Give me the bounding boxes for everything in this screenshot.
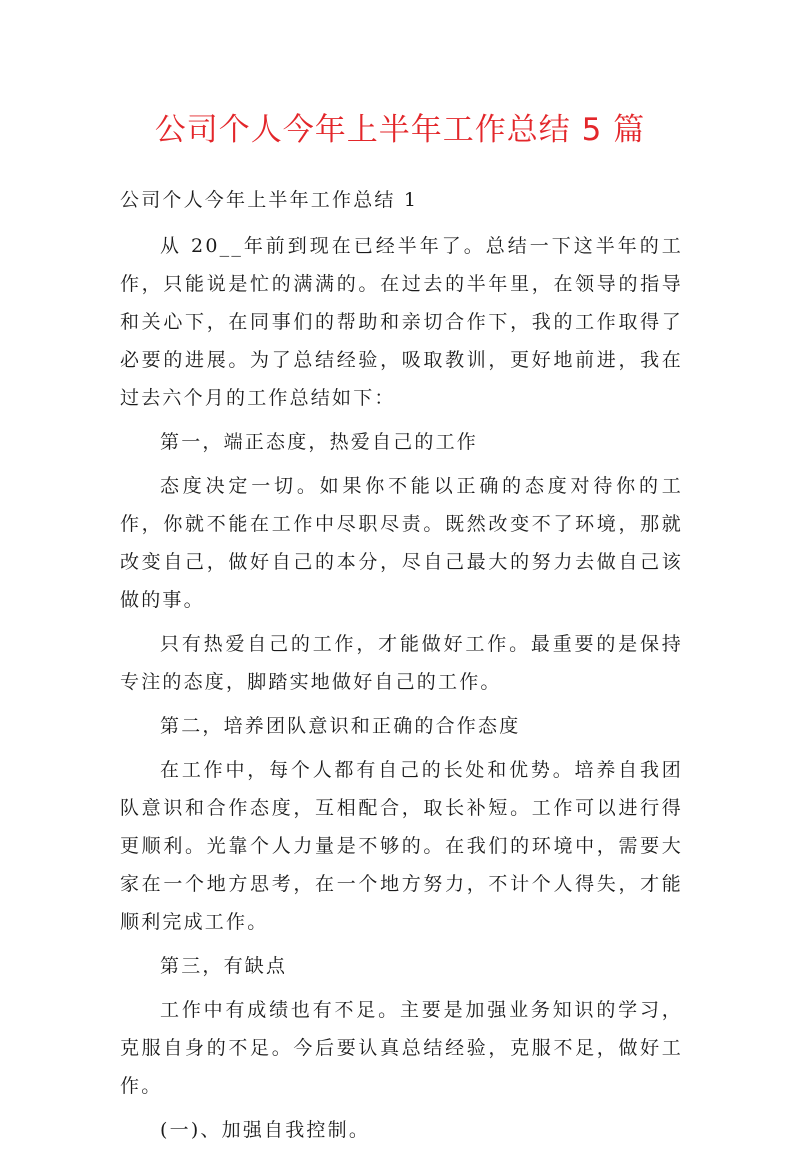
paragraph-love-work: 只有热爱自己的工作，才能做好工作。最重要的是保持专注的态度，脚踏实地做好自己的工作。 — [120, 633, 683, 693]
section-heading: 公司个人今年上半年工作总结 1 — [120, 189, 419, 211]
heading-point-three: 第三，有缺点 — [160, 955, 288, 977]
paragraph-attitude: 态度决定一切。如果你不能以正确的态度对待你的工作，你就不能在工作中尽职尽责。既然改变不了环境，那就改变自己，做好自己的本分，尽自己最大的努力去做自己该做的事。 — [120, 475, 683, 611]
heading-point-one: 第一，端正态度，热爱自己的工作 — [160, 431, 479, 453]
heading-point-two: 第二，培养团队意识和正确的合作态度 — [160, 715, 521, 737]
paragraph-intro: 从 20__年前到现在已经半年了。总结一下这半年的工作，只能说是忙的满满的。在过去的半年里，在领导的指导和关心下，在同事们的帮助和亲切合作下，我的工作取得了必要的进展。为了总结经验，吸取教训，更好地前进，我在过去六个月的工作总结如下： — [120, 235, 683, 409]
document-body — [120, 181, 683, 1155]
paragraph-teamwork: 在工作中，每个人都有自己的长处和优势。培养自我团队意识和合作态度，互相配合，取长补短。工作可以进行得更顺利。光靠个人力量是不够的。在我们的环境中，需要大家在一个地方思考，在一个地方努力，不计个人得失，才能顺利完成工作。 — [120, 759, 683, 933]
list-item-self-control: (一)、加强自我控制。 — [160, 1119, 371, 1141]
paragraph-shortcomings: 工作中有成绩也有不足。主要是加强业务知识的学习，克服自身的不足。今后要认真总结经验，克服不足，做好工作。 — [120, 999, 683, 1097]
document-title: 公司个人今年上半年工作总结 5 篇 — [154, 112, 646, 148]
